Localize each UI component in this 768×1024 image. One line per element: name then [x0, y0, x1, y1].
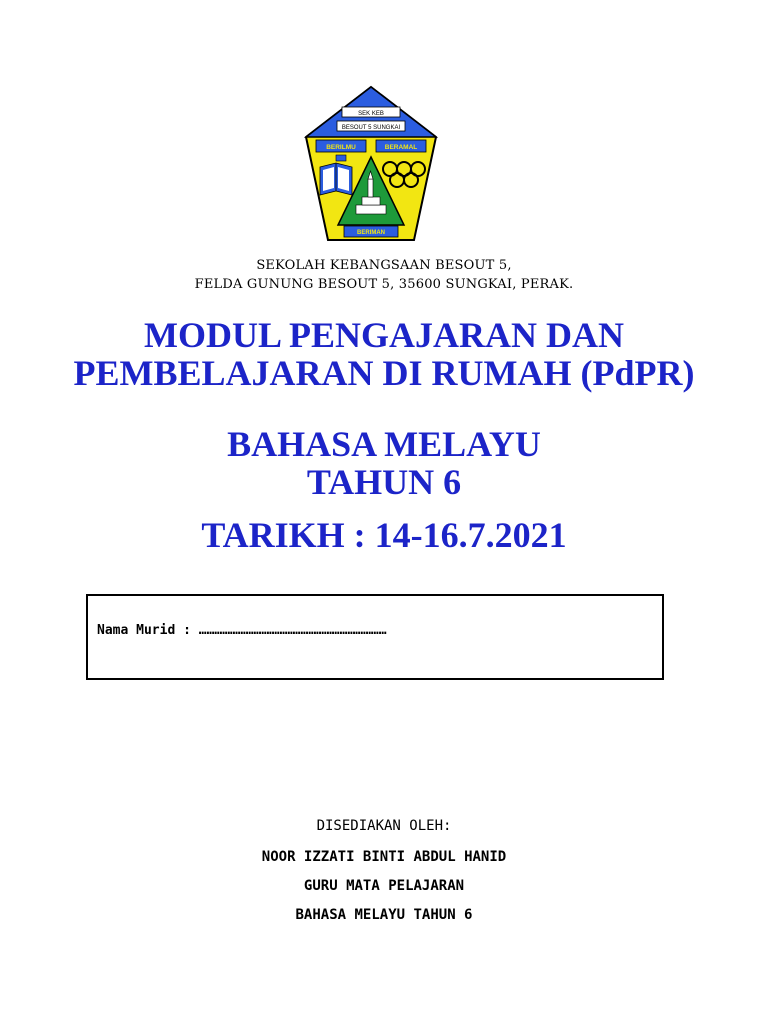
logo-motto-bottom: BERIMAN [357, 230, 385, 236]
logo-motto-left: BERILMU [326, 144, 356, 151]
student-name-label: Nama Murid : ……………………………………………………………… [97, 623, 387, 638]
student-name-box [86, 594, 664, 680]
teacher-subject: BAHASA MELAYU TAHUN 6 [295, 907, 473, 923]
school-name: SEKOLAH KEBANGSAAN BESOUT 5, [256, 258, 512, 273]
teacher-name: NOOR IZZATI BINTI ABDUL HANID [261, 849, 507, 865]
logo-text-sek-keb: SEK KEB [358, 111, 384, 117]
module-title-line2: PEMBELAJARAN DI RUMAH (PdPR) [73, 353, 695, 393]
school-address: FELDA GUNUNG BESOUT 5, 35600 SUNGKAI, PERAK. [194, 277, 574, 292]
logo-motto-right: BERAMAL [384, 144, 418, 151]
teacher-role: GURU MATA PELAJARAN [303, 878, 465, 894]
subject-title: BAHASA MELAYU [227, 424, 541, 464]
date-title: TARIKH : 14-16.7.2021 [201, 515, 567, 555]
logo-text-school: BESOUT 5 SUNGKAI [341, 125, 401, 131]
prepared-by-label: DISEDIAKAN OLEH: [316, 818, 452, 834]
module-title-line1: MODUL PENGAJARAN DAN [144, 315, 624, 355]
year-title: TAHUN 6 [306, 462, 462, 502]
school-logo [304, 85, 438, 242]
